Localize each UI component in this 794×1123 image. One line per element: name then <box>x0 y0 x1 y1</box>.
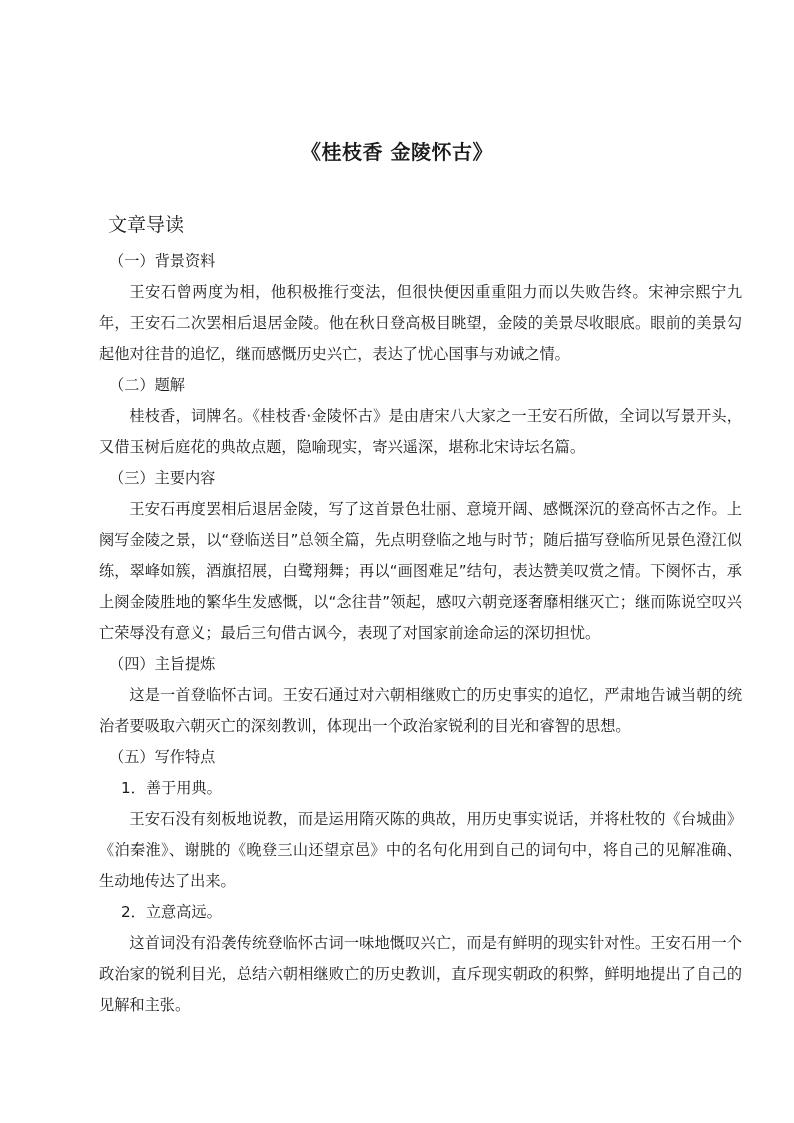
feature-label-lofty-intent: 2．立意高远。 <box>121 903 222 921</box>
section-heading: 文章导读 <box>108 214 185 236</box>
paragraph-background: 王安石曾两度为相，他积极推行变法，但很快便因重重阻力而以失败告终。宋神宗熙宁九年，王安石二次罢相后退居金陵。他在秋日登高极目眺望，金陵的美景尽收眼底。眼前的美景勾起他对往昔的追忆，继而感慨历史兴亡，表达了忧心国事与劝诫之情。 <box>99 283 742 363</box>
subsection-heading-background: （一）背景资料 <box>109 252 216 270</box>
document-body <box>99 246 742 1021</box>
subsection-heading-theme: （四）主旨提炼 <box>109 655 216 673</box>
paragraph-lofty-intent: 这首词没有沿袭传统登临怀古词一味地慨叹兴亡，而是有鲜明的现实针对性。王安石用一个政治家的锐利目光，总结六朝相继败亡的历史教训，直斥现实朝政的积弊，鲜明地提出了自己的见解和主张。 <box>99 934 742 1014</box>
subsection-heading-main-content: （三）主要内容 <box>109 469 216 487</box>
subsection-heading-writing-features: （五）写作特点 <box>109 748 216 766</box>
subsection-heading-title-explanation: （二）题解 <box>109 376 185 394</box>
paragraph-theme: 这是一首登临怀古词。王安石通过对六朝相继败亡的历史事实的追忆，严肃地告诫当朝的统治者要吸取六朝灭亡的深刻教训，体现出一个政治家锐利的目光和睿智的思想。 <box>99 686 742 735</box>
document-title: 《桂枝香 金陵怀古》 <box>301 140 493 164</box>
paragraph-allusion: 王安石没有刻板地说教，而是运用隋灭陈的典故，用历史事实说话，并将杜牧的《台城曲》《泊秦淮》、谢朓的《晚登三山还望京邑》中的名句化用到自己的词句中，将自己的见解准确、生动地传达了出来。 <box>99 810 742 890</box>
paragraph-title-explanation: 桂枝香，词牌名。《桂枝香·金陵怀古》是由唐宋八大家之一王安石所做，全词以写景开头，又借玉树后庭花的典故点题，隐喻现实，寄兴遥深，堪称北宋诗坛名篇。 <box>99 407 742 456</box>
paragraph-main-content: 王安石再度罢相后退居金陵，写了这首景色壮丽、意境开阔、感慨深沉的登高怀古之作。上阕写金陵之景，以“登临送目”总领全篇，先点明登临之地与时节；随后描写登临所见景色澄江似练，翠峰如簇，酒旗招展，白鹭翔舞；再以“画图难足”结句，表达赞美叹赏之情。下阕怀古，承上阕金陵胜地的繁华生发感慨，以“念往昔”领起，感叹六朝竞逐奢靡相继灭亡；继而陈说空叹兴亡荣辱没有意义；最后三句借古讽今，表现了对国家前途命运的深切担忧。 <box>99 500 742 642</box>
feature-label-allusion: 1．善于用典。 <box>121 779 222 797</box>
